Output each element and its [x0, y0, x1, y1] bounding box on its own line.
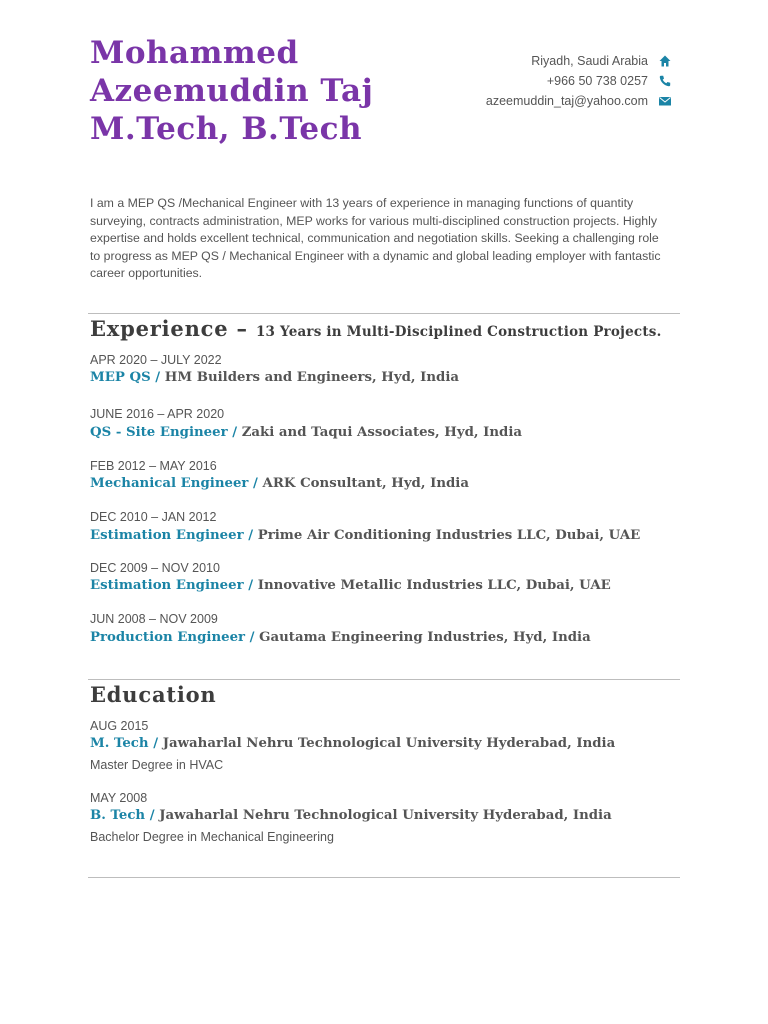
job-date: JUNE 2016 – APR 2020 [90, 407, 225, 421]
job-date: FEB 2012 – MAY 2016 [90, 459, 217, 473]
job-employer: ARK Consultant, Hyd, India [262, 476, 469, 491]
institution-name: Jawaharlal Nehru Technological University Hyderabad, India [159, 808, 612, 823]
experience-title: Experience – [90, 316, 248, 341]
job-date: DEC 2009 – NOV 2010 [90, 561, 220, 575]
envelope-icon [658, 94, 672, 108]
divider [88, 679, 680, 680]
contact-email [486, 91, 672, 111]
divider [88, 313, 680, 314]
degree-title: M. Tech / [90, 736, 159, 751]
location-text: Riyadh, Saudi Arabia [531, 54, 648, 68]
education-date: MAY 2008 [90, 791, 148, 805]
job-employer: Innovative Metallic Industries LLC, Dubai, UAE [257, 578, 611, 593]
name-line-first: Mohammed [90, 35, 299, 71]
contact-location [486, 51, 672, 71]
job-title: Estimation Engineer / [90, 578, 254, 593]
job-title: Estimation Engineer / [90, 528, 254, 543]
job-employer: Gautama Engineering Industries, Hyd, India [259, 630, 591, 645]
job-date: JUN 2008 – NOV 2009 [90, 612, 218, 626]
experience-subtitle: 13 Years in Multi-Disciplined Construction Projects. [255, 324, 662, 340]
divider [88, 877, 680, 878]
profile-summary: I am a MEP QS /Mechanical Engineer with 13 years of experience in managing functions of quantity surveying, contracts administration, MEP works for various multi-disciplined construction projects. Highly expertise and holds excellent technical, communication and negotiation skills. Seeking a challenging role to progress as MEP QS / Mechanical Engineer with a dynamic and global leading employer with fantastic career opportunities. [90, 196, 661, 281]
phone-icon [658, 74, 672, 88]
contact-block [486, 51, 672, 111]
job-role [90, 476, 469, 491]
job-role [90, 425, 522, 440]
job-employer: Zaki and Taqui Associates, Hyd, India [241, 425, 522, 440]
job-title: QS - Site Engineer / [90, 425, 238, 440]
name-line-degrees: M.Tech, B.Tech [90, 111, 362, 147]
degree-detail: Bachelor Degree in Mechanical Engineering [90, 830, 334, 844]
phone-text[interactable]: +966 50 738 0257 [546, 74, 648, 88]
job-role [90, 578, 611, 593]
job-role [90, 630, 591, 645]
email-link[interactable]: azeemuddin_taj@yahoo.com [485, 94, 648, 108]
education-date: AUG 2015 [90, 719, 149, 733]
job-title: Mechanical Engineer / [90, 476, 258, 491]
job-title: MEP QS / [90, 370, 161, 385]
degree-detail: Master Degree in HVAC [90, 758, 224, 772]
job-employer: HM Builders and Engineers, Hyd, India [164, 370, 459, 385]
job-title: Production Engineer / [90, 630, 255, 645]
job-date: DEC 2010 – JAN 2012 [90, 510, 217, 524]
home-icon [658, 54, 672, 68]
job-role [90, 370, 459, 385]
contact-phone [486, 71, 672, 91]
experience-heading [90, 316, 662, 341]
education-heading: Education [90, 682, 217, 707]
institution-name: Jawaharlal Nehru Technological University Hyderabad, India [162, 736, 616, 751]
education-entry [90, 736, 615, 751]
education-entry [90, 808, 612, 823]
job-date: APR 2020 – JULY 2022 [90, 353, 222, 367]
name-line-last: Azeemuddin Taj [90, 73, 374, 109]
job-employer: Prime Air Conditioning Industries LLC, Dubai, UAE [257, 528, 641, 543]
degree-title: B. Tech / [90, 808, 155, 823]
job-role [90, 528, 640, 543]
candidate-name [90, 34, 373, 148]
